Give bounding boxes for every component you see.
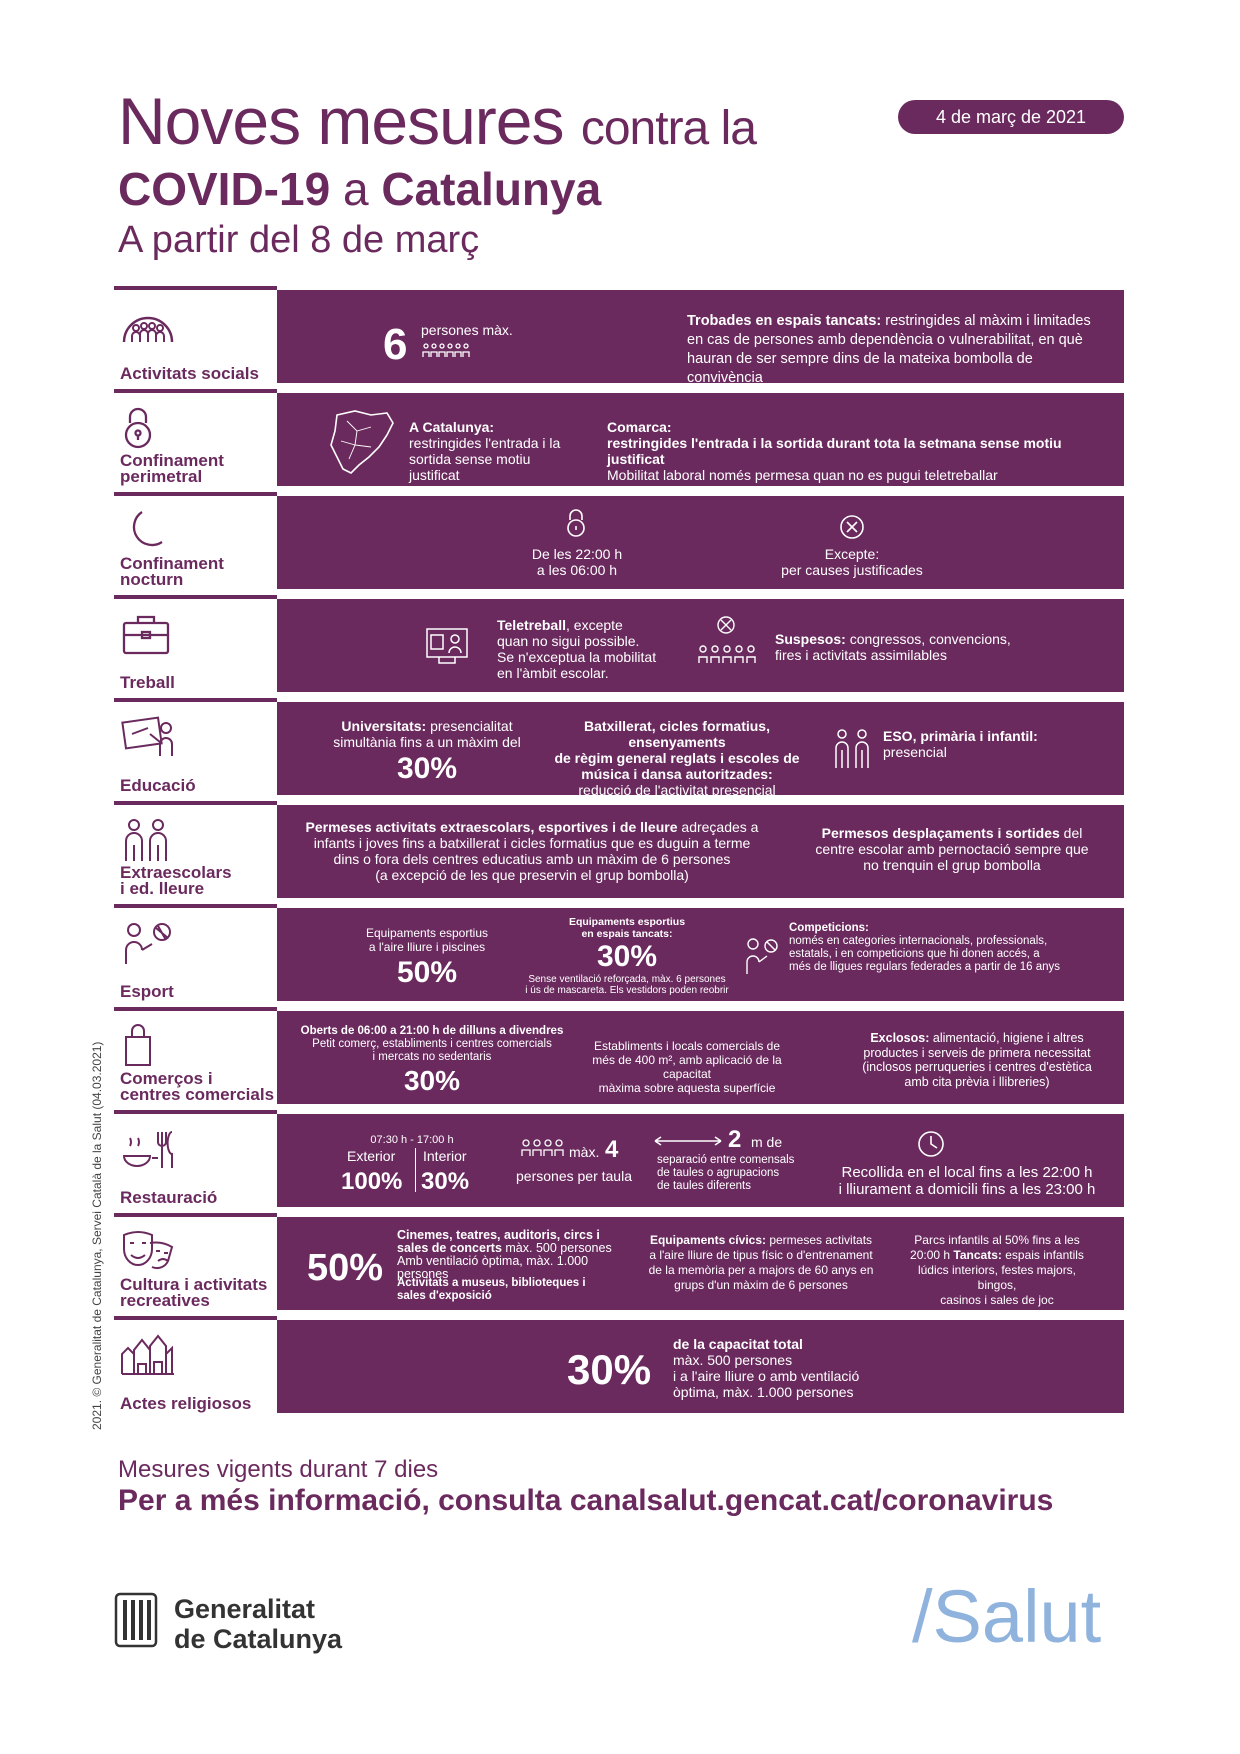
clock-icon [917,1130,945,1158]
moon-icon [120,508,176,554]
row-extraescolars [114,801,1124,904]
catalonia-map-icon [327,407,397,477]
double-arrow-icon [653,1136,723,1146]
row-treball [114,595,1124,698]
row-content: Oberts de 06:00 a 21:00 h de dilluns a divendres Petit comerç, establiments i centres comercials i mercats no sedentaris 30% Establiments i locals comercials de més de 400 m², amb aplicació de la capacitat màxima sobre aquesta superfície Exclosos: alimentació, higiene i altres productes i serveis de primera necessitat (inclosos perruqueries i centres d'estètica amb cita prèvia i llibreries) [277,1011,1124,1107]
row-esport [114,904,1124,1007]
row-content: De les 22:00 h a les 06:00 h Excepte: per causes justificades [277,496,1124,592]
percentage-value: 100% [341,1168,403,1195]
row-content: Teletreball, excepte quan no sigui possible. Se n'exceptua la mobilitat en l'àmbit escolar. Suspesos: congressos, convencions, fires i activitats assimilables [277,599,1124,695]
row-label: Comerços i centres comercials [114,1007,277,1107]
percentage-value: 30% [421,1168,470,1195]
row-label: Activitats socials [114,286,277,386]
church-icon [120,1332,176,1378]
row-activitats-socials [114,286,1124,389]
generalitat-name: Generalitat de Catalunya [174,1594,343,1654]
row-label: Treball [114,595,277,695]
row-restauracio [114,1110,1124,1213]
max-people-number: 6 [383,320,408,369]
row-confinament-nocturn [114,492,1124,595]
row-content: Universitats: presencialitat simultània fins a un màxim del 30% Batxillerat, cicles formatius, ensenyaments de règim general reglats i escoles de música i dansa autoritzades: reducció de l'activitat presencial ESO, primària i infantil: presencial [277,702,1124,798]
children-icon [832,726,872,770]
row-label: Confinament nocturn [114,492,277,592]
row-educacio [114,698,1124,801]
remote-work-icon [425,627,469,667]
row-cultura [114,1213,1124,1316]
salut-logo: /Salut [912,1575,1102,1658]
suspended-meeting-icon [695,615,757,671]
theatre-masks-icon [120,1229,176,1275]
divider [415,1148,416,1192]
row-label: Cultura i activitats recreatives [114,1213,277,1313]
row-confinament-perimetral [114,389,1124,492]
generalitat-logo-icon [114,1592,158,1648]
sport-competition-icon [743,936,781,976]
more-info-link[interactable]: Per a més informació, consulta canalsalut.gencat.cat/coronavirus [118,1484,1054,1517]
row-content: 50% Cinemes, teatres, auditoris, circs i sales de concerts màx. 500 persones Amb ventilació òptima, màx. 1.000 persones Activitats a museus, biblioteques i sales d'exposició Equipaments cívics: permeses activitats a l'aire lliure de tipus físic o d'entrenament de la memòria per a majors de 60 anys en grups d'un màxim de 6 persones Parcs infantils al 50% fins a les 20:00 h Tancats: espais infantils lúdics interiors, festes majors, bingos, casinos i sales de joc [277,1217,1124,1313]
group-arc-icon [120,302,176,348]
cutlery-icon [120,1126,176,1172]
page-title: Noves mesures contra la [118,84,756,158]
row-content: 30% de la capacitat total màx. 500 persones i a l'aire lliure o amb ventilació òptima, màx. 1.000 persones [277,1320,1124,1416]
percentage-value: 50% [307,1247,384,1289]
kids-icon [120,817,176,863]
row-content: 07:30 h - 17:00 h Exterior Interior 100% 30% màx. 4 persones per taula 2 m de separació entre comensals de taules o agrupacions de taules diferents Recollida en el local fins a les 22:00 h i lliurament a domicili fins a les 23:00 h [277,1114,1124,1210]
row-label: Restauració [114,1110,277,1210]
teacher-icon [120,714,176,760]
percentage-value: 30% [403,1065,461,1096]
row-content: A Catalunya: restringides l'entrada i la sortida sense motiu justificat Comarca: restringides l'entrada i la sortida durant tota la setmana sense motiu justificat Mobilitat laboral només permesa quan no es pugui teletreballar [277,393,1124,489]
date-badge: 4 de març de 2021 [898,100,1124,134]
title-block [118,84,756,264]
briefcase-icon [120,611,176,657]
row-label: Esport [114,904,277,1004]
distance-value: 2 [728,1126,742,1153]
row-content: Equipaments esportius a l'aire lliure i piscines 50% Equipaments esportius en espais tancats: 30% Sense ventilació reforçada, màx. 6 persones i ús de mascareta. Els vestidors poden reobrir Competicions: només en categories internacionals, professionals, estatals, i en competicions que hi donen accés, a més de lligues regulars federades a partir de 16 anys [277,908,1124,1004]
measures-table [114,286,1124,1419]
row-label: Actes religiosos [114,1316,277,1416]
row-comercos [114,1007,1124,1110]
percentage-value: 30% [567,1346,652,1393]
row-label: Extraescolars i ed. lleure [114,801,277,901]
percentage-value: 30% [396,752,458,785]
percentage-value: 30% [596,940,658,973]
sport-icon [120,920,176,966]
row-actes-religiosos [114,1316,1124,1419]
cross-circle-icon [839,514,865,540]
row-label: Confinament perimetral [114,389,277,489]
max-people-number: 4 [605,1136,619,1163]
row-label: Educació [114,698,277,798]
validity-note: Mesures vigents durant 7 dies [118,1456,439,1483]
page-subtitle: COVID-19 a Catalunya [118,163,602,215]
percentage-value: 50% [396,956,458,989]
row-content: 6 persones màx. Trobades en espais tancats: restringides al màxim i limitades en cas de persones amb dependència o vulnerabilitat, en què hauran de ser sempre dins de la mateixa bombolla de convivència [277,290,1124,386]
padlock-icon [120,405,176,451]
people-icon [421,342,471,358]
start-date: A partir del 8 de març [118,219,480,261]
row-content: Permeses activitats extraescolars, esportives i de lleure adreçades a infants i joves fins a batxillerat i cicles formatius que es duguin a terme dins o fora dels centres educatius amb un màxim de 6 persones (a excepció de les que preservin el grup bombolla) Permesos desplaçaments i sortides del centre escolar amb pernoctació sempre que no trenquin el grup bombolla [277,805,1124,901]
copyright-note: 2021. © Generalitat de Catalunya, Servei Català de la Salut (04.03.2021) [90,1041,104,1430]
shopping-bag-icon [120,1023,176,1069]
padlock-icon [565,508,587,538]
people-icon [520,1138,564,1158]
